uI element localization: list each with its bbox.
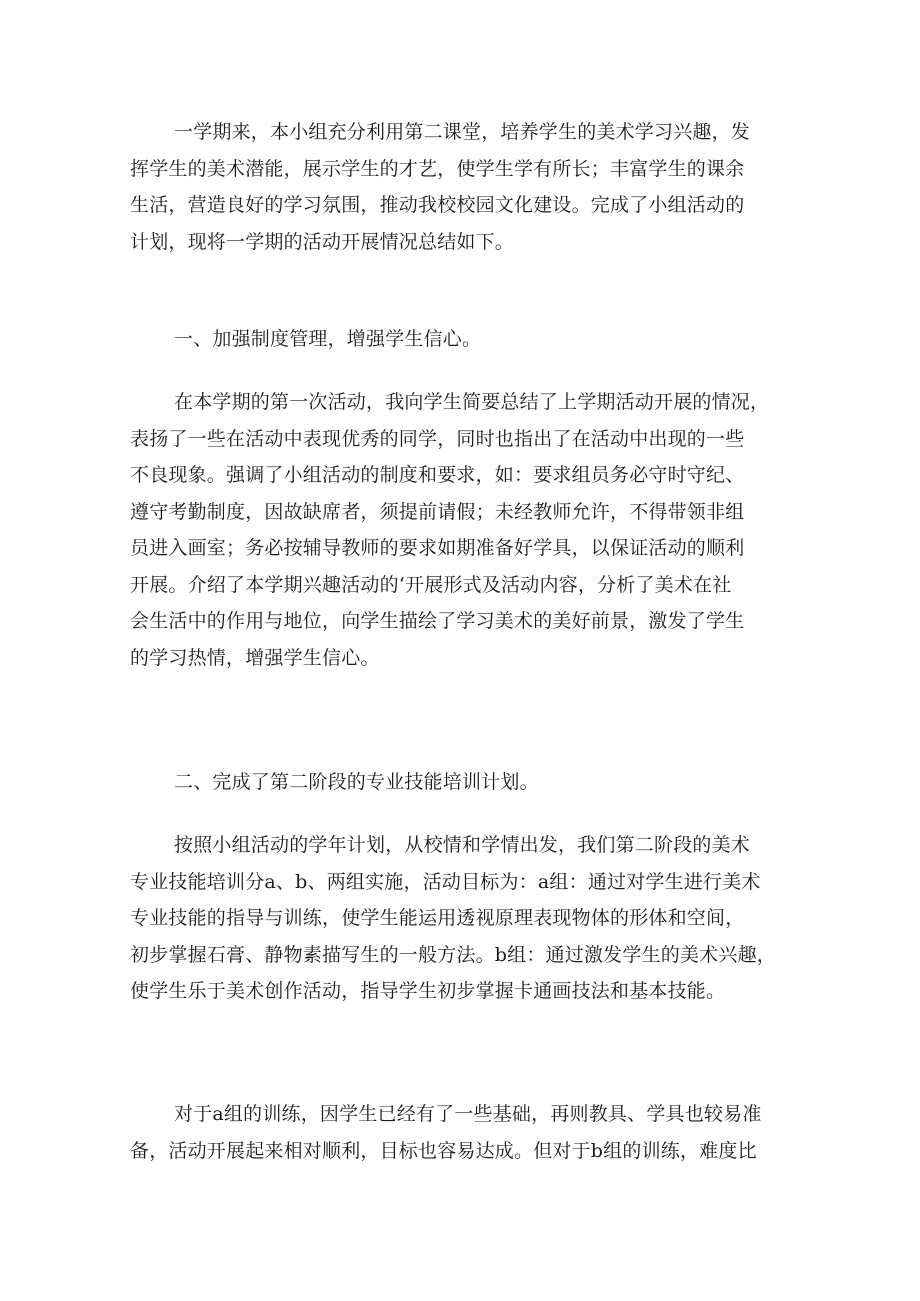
paragraph-line: 表扬了一些在活动中表现优秀的同学，同时也指出了在活动中出现的一些 [130,427,745,450]
paragraph-training [130,1096,790,1169]
paragraph-line: 对于a组的训练，因学生已经有了一些基础，再则教具、学具也较易准 [174,1103,762,1125]
paragraph-line: 使学生乐于美术创作活动，指导学生初步掌握卡通画技法和基本技能。 [130,980,726,1002]
paragraph-line: 初步掌握石膏、静物素描写生的一般方法。b组：通过激发学生的美术兴趣， [130,943,776,966]
paragraph-intro [130,114,790,260]
paragraph-line: 遵守考勤制度，因故缺席者，须提前请假；未经教师允许，不得带领非组 [130,500,745,523]
paragraph-line: 在本学期的第一次活动，我向学生简要总结了上学期活动开展的情况， [174,391,770,413]
paragraph-line: 按照小组活动的学年计划，从校情和学情出发，我们第二阶段的美术 [174,834,751,856]
paragraph-line: 一学期来，本小组充分利用第二课堂，培养学生的美术学习兴趣，发 [174,121,751,143]
heading-line: 二、完成了第二阶段的专业技能培训计划。 [174,771,539,793]
section-heading-2 [130,764,790,801]
section-heading-1 [130,321,790,358]
paragraph-line: 挥学生的美术潜能，展示学生的才艺，使学生学有所长；丰富学生的课余 [130,157,745,180]
paragraph-line: 专业技能培训分a、b、两组实施，活动目标为：a组：通过对学生进行美术 [130,870,761,893]
paragraph-line: 会生活中的作用与地位，向学生描绘了学习美术的美好前景，激发了学生 [130,610,745,632]
paragraph-line: 开展。介绍了本学期兴趣活动的‘开展形式及活动内容，分析了美术在社 [130,573,732,596]
paragraph-section-1 [130,384,790,676]
heading-line: 一、加强制度管理，增强学生信心。 [174,328,482,350]
paragraph-line: 备，活动开展起来相对顺利，目标也容易达成。但对于b组的训练，难度比 [130,1139,757,1162]
paragraph-line: 计划，现将一学期的活动开展情况总结如下。 [130,230,515,253]
paragraph-line: 专业技能的指导与训练，使学生能运用透视原理表现物体的形体和空间， [130,907,745,929]
paragraph-line: 员进入画室；务必按辅导教师的要求如期准备好学具，以保证活动的顺利 [130,537,745,559]
paragraph-line: 不良现象。强调了小组活动的制度和要求，如：要求组员务必守时守纪、 [130,464,745,486]
paragraph-line: 生活，营造良好的学习氛围，推动我校校园文化建设。完成了小组活动的 [130,194,745,216]
paragraph-line: 的学习热情，增强学生信心。 [130,646,380,669]
paragraph-section-2 [130,827,790,1010]
